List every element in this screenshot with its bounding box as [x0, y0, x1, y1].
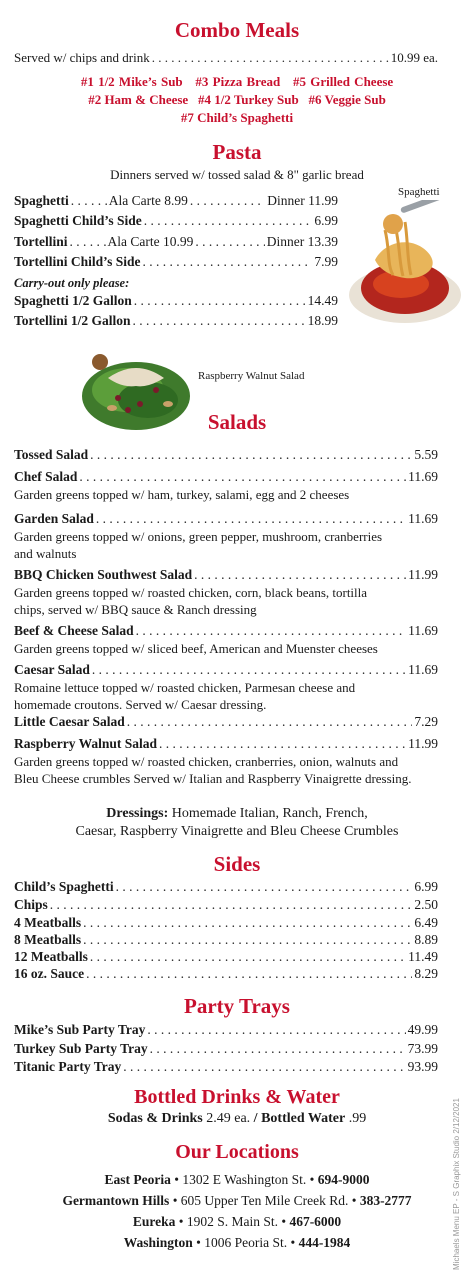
sides-title: Sides — [213, 852, 261, 876]
salad-row — [14, 567, 438, 583]
leader-dots — [127, 714, 413, 730]
salad-row — [14, 714, 438, 730]
dressings-label: Dressings: — [106, 806, 169, 821]
pasta-row-tortellini-child — [14, 254, 338, 270]
pasta-row-tortellini — [14, 234, 338, 250]
leader-dots — [96, 511, 406, 527]
location-address: 1902 S. Main St. — [186, 1214, 278, 1229]
location-name: East Peoria — [104, 1172, 171, 1187]
salad-desc: Garden greens topped w/ onions, green pepper, mushroom, cranberries and walnuts — [14, 529, 383, 561]
item-price: 18.99 — [307, 313, 338, 328]
item-price: 73.99 — [407, 1041, 438, 1056]
location-phone: 467-6000 — [289, 1214, 342, 1229]
item-name: Tossed Salad — [14, 447, 89, 462]
item-price: 11.99 — [408, 736, 438, 751]
item-name: Chips — [14, 897, 48, 912]
leader-dots — [90, 949, 406, 965]
locations-title: Our Locations — [175, 1141, 299, 1163]
leader-dots — [152, 50, 389, 66]
leader-dots — [123, 1059, 405, 1075]
location-row: Germantown Hills • 605 Upper Ten Mile Creek Rd. • 383-2777 — [62, 1193, 412, 1208]
party-title: Party Trays — [184, 994, 290, 1018]
leader-dots — [79, 469, 406, 485]
location-row: East Peoria • 1302 E Washington St. • 694-9000 — [104, 1172, 370, 1187]
pasta-row-spaghetti — [14, 193, 338, 209]
side-row — [14, 915, 438, 931]
item-name: Spaghetti Child’s Side — [14, 213, 142, 228]
party-row — [14, 1059, 438, 1075]
item-price: 11.69 — [408, 662, 438, 677]
salad-row — [14, 511, 438, 527]
water-label: Bottled Water — [261, 1111, 346, 1126]
salad-caption: Raspberry Walnut Salad — [198, 370, 305, 382]
party-row — [14, 1041, 438, 1057]
leader-dots — [147, 1022, 405, 1038]
pasta-title: Pasta — [212, 140, 262, 164]
item-name: Turkey Sub Party Tray — [14, 1041, 148, 1056]
leader-dots — [71, 193, 107, 209]
leader-dots — [133, 313, 306, 329]
combo-items-line2 — [0, 92, 474, 108]
location-phone: 444-1984 — [298, 1235, 351, 1250]
party-row — [14, 1022, 438, 1038]
item-name: Caesar Salad — [14, 662, 90, 677]
location-phone: 694-9000 — [317, 1172, 370, 1187]
sodas-price: 2.49 ea. — [206, 1111, 251, 1126]
salad-row — [14, 662, 438, 678]
leader-dots — [134, 293, 306, 309]
item-name: Child’s Spaghetti — [14, 879, 114, 894]
combo-item: #2 Ham & Cheese — [88, 92, 189, 107]
combo-items-line3 — [0, 110, 474, 126]
item-name: Little Caesar Salad — [14, 714, 125, 729]
location-name: Eureka — [132, 1214, 176, 1229]
location-row: Washington • 1006 Peoria St. • 444-1984 — [123, 1235, 351, 1250]
location-name: Germantown Hills — [62, 1193, 170, 1208]
salad-desc: Romaine lettuce topped w/ roasted chicken, Parmesan cheese and homemade croutons. Served w/ Caesar dressing. — [14, 680, 356, 712]
pasta-row-tortellini-gallon — [14, 313, 338, 329]
water-price: .99 — [348, 1111, 367, 1126]
salad-row — [14, 623, 438, 639]
item-price: Dinner 11.99 — [267, 193, 338, 208]
leader-dots — [86, 966, 412, 982]
leader-dots — [136, 623, 407, 639]
salad-row — [14, 469, 438, 485]
item-name: Raspberry Walnut Salad — [14, 736, 158, 751]
side-credit: Michaels Menu EP - S Graphix Studio 2/12/2021 — [452, 1098, 461, 1270]
sodas-label: Sodas & Drinks — [107, 1111, 203, 1126]
location-row: Eureka • 1902 S. Main St. • 467-6000 — [132, 1214, 342, 1229]
item-price: 5.59 — [414, 447, 438, 462]
combo-item: #6 Veggie Sub — [308, 92, 386, 107]
drinks-title: Bottled Drinks & Water — [134, 1086, 340, 1108]
combo-item: #5 Grilled Cheese — [292, 74, 394, 89]
side-row — [14, 879, 438, 895]
separator: / — [253, 1111, 258, 1126]
item-price: 6.49 — [414, 915, 438, 930]
salad-desc: Garden greens topped w/ roasted chicken, corn, black beans, tortilla chips, served w/ BBQ sauce & Ranch dressing — [14, 585, 368, 617]
leader-dots — [194, 567, 406, 583]
item-price: Dinner 13.39 — [266, 234, 338, 249]
item-name: Spaghetti — [14, 193, 69, 208]
item-name: 8 Meatballs — [14, 932, 82, 947]
leader-dots — [195, 234, 264, 250]
item-price: 11.99 — [408, 567, 438, 582]
pasta-row-spaghetti-gallon — [14, 293, 338, 309]
item-price: 6.99 — [314, 213, 338, 228]
side-row — [14, 932, 438, 948]
salad-desc: Garden greens topped w/ ham, turkey, salami, egg and 2 cheeses — [14, 487, 350, 502]
spaghetti-caption: Spaghetti — [398, 186, 440, 198]
item-name: BBQ Chicken Southwest Salad — [14, 567, 193, 582]
leader-dots — [92, 662, 406, 678]
combo-served: Served w/ chips and drink — [14, 50, 150, 65]
combo-items-line1 — [0, 74, 474, 90]
salad-desc: Garden greens topped w/ sliced beef, American and Muenster cheeses — [14, 641, 378, 656]
item-alacarte: Ala Carte 10.99 — [107, 234, 194, 249]
side-row — [14, 949, 438, 965]
salads-title: Salads — [207, 410, 267, 434]
leader-dots — [150, 1041, 406, 1057]
location-address: 1006 Peoria St. — [204, 1235, 288, 1250]
item-price: 7.29 — [414, 714, 438, 729]
item-name: Garden Salad — [14, 511, 94, 526]
item-name: Tortellini 1/2 Gallon — [14, 313, 131, 328]
item-price: 14.49 — [307, 293, 338, 308]
combo-item: #3 Pizza Bread — [195, 74, 281, 89]
item-price: 11.69 — [408, 623, 438, 638]
drinks-line — [0, 1111, 474, 1127]
leader-dots — [116, 879, 413, 895]
combo-price: 10.99 ea. — [390, 50, 438, 65]
dressings-line1 — [0, 806, 474, 822]
item-price: 11.69 — [408, 469, 438, 484]
item-price: 49.99 — [407, 1022, 438, 1037]
location-phone: 383-2777 — [359, 1193, 412, 1208]
item-name: Titanic Party Tray — [14, 1059, 122, 1074]
item-name: 16 oz. Sauce — [14, 966, 85, 981]
item-name: Spaghetti 1/2 Gallon — [14, 293, 132, 308]
item-price: 11.69 — [408, 511, 438, 526]
pasta-subtitle: Dinners served w/ tossed salad & 8" garlic bread — [110, 167, 364, 182]
combo-item: #4 1/2 Turkey Sub — [197, 92, 299, 107]
item-price: 7.99 — [314, 254, 338, 269]
dressings-line2: Caesar, Raspberry Vinaigrette and Bleu Cheese Crumbles — [75, 824, 399, 839]
leader-dots — [83, 915, 412, 931]
item-name: Mike’s Sub Party Tray — [14, 1022, 146, 1037]
salad-row — [14, 447, 438, 463]
location-name: Washington — [123, 1235, 193, 1250]
item-name: Tortellini Child’s Side — [14, 254, 141, 269]
leader-dots — [159, 736, 406, 752]
leader-dots — [83, 932, 412, 948]
side-row — [14, 897, 438, 913]
dressings-text: Homemade Italian, Ranch, French, — [171, 806, 368, 821]
item-price: 8.29 — [414, 966, 438, 981]
item-price: 11.49 — [408, 949, 438, 964]
combo-title: Combo Meals — [174, 18, 300, 42]
combo-price-row — [14, 50, 438, 66]
location-address: 1302 E Washington St. — [182, 1172, 307, 1187]
leader-dots — [190, 193, 265, 209]
spaghetti-image — [345, 200, 463, 328]
pasta-row-spaghetti-child — [14, 213, 338, 229]
item-price: 93.99 — [407, 1059, 438, 1074]
pasta-carryout: Carry-out only please: — [14, 276, 130, 290]
item-name: Chef Salad — [14, 469, 78, 484]
item-name: 12 Meatballs — [14, 949, 88, 964]
item-price: 8.89 — [414, 932, 438, 947]
item-name: Tortellini — [14, 234, 68, 249]
item-name: 4 Meatballs — [14, 915, 82, 930]
location-address: 605 Upper Ten Mile Creek Rd. — [180, 1193, 349, 1208]
leader-dots — [70, 234, 106, 250]
leader-dots — [144, 213, 313, 229]
side-row — [14, 966, 438, 982]
combo-item: #7 Child’s Spaghetti — [180, 110, 294, 125]
leader-dots — [50, 897, 413, 913]
salad-row — [14, 736, 438, 752]
item-name: Beef & Cheese Salad — [14, 623, 134, 638]
item-alacarte: Ala Carte 8.99 — [108, 193, 188, 208]
item-price: 6.99 — [414, 879, 438, 894]
leader-dots — [143, 254, 313, 270]
salad-desc: Garden greens topped w/ roasted chicken, cranberries, onion, walnuts and Bleu Cheese crumbles Served w/ Italian and Raspberry Vinaigrette dressing. — [14, 754, 412, 786]
combo-item: #1 1/2 Mike’s Sub — [80, 74, 183, 89]
item-price: 2.50 — [414, 897, 438, 912]
leader-dots — [90, 447, 412, 463]
